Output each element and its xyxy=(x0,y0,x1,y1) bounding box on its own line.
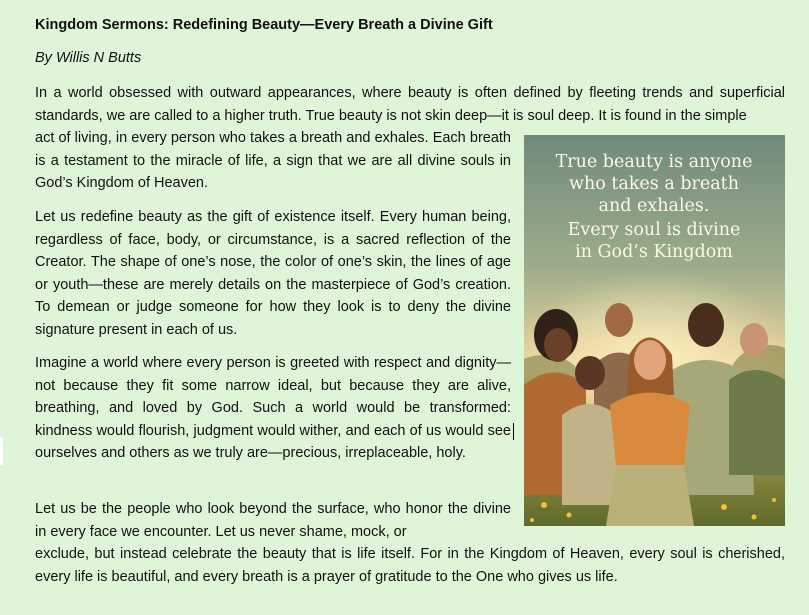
caption-line-1: True beauty is anyone xyxy=(555,152,753,172)
paragraph-1-wide: In a world obsessed with outward appearances, where beauty is often defined by fleeting trends and superficial standards, we are called to a higher truth. True beauty is not skin deep—it is soul deep. It is found in the simple xyxy=(35,85,785,124)
paragraph-4-wide: exclude, but instead celebrate the beauty that is life itself. For in the Kingdom of Heaven, every soul is cherished, every life is beautiful, and every breath is a prayer of gratitude to the One who gives us life. xyxy=(35,546,785,585)
paragraph-2: Let us redefine beauty as the gift of existence itself. Every human being, regardless of face, body, or circumstance, is a sacred reflection of the Creator. The shape of one’s nose, the color of one’s skin, the lines of age or youth—these are merely details on the masterpiece of God’s creation. To demean or judge someone for how they look is to deny the divine signature present in each of us. xyxy=(35,209,511,338)
paragraph-4-narrow: Let us be the people who look beyond the surface, who honor the divine in every face we encounter. Let us never shame, mock, or xyxy=(35,501,511,540)
page-edge-marker xyxy=(0,437,3,465)
caption-line-5: in God’s Kingdom xyxy=(575,242,733,262)
paragraph-1-narrow: act of living, in every person who takes a breath and exhales. Each breath is a testament to the miracle of life, a sign that we are all divine souls in God’s Kingdom of Heaven. xyxy=(35,130,511,191)
text-cursor xyxy=(513,423,514,440)
paragraph-3: Imagine a world where every person is greeted with respect and dignity—not because they fit some narrow ideal, but because they are alive, breathing, and loved by God. Such a world would be transformed: kindness would flourish, judgment would wither, and each of us would see ourselves and others as we truly are—precious, irreplaceable, holy. xyxy=(35,355,511,461)
document-title: Kingdom Sermons: Redefining Beauty—Every Breath a Divine Gift xyxy=(35,17,493,33)
document-byline: By Willis N Butts xyxy=(35,50,142,66)
caption-line-3: and exhales. xyxy=(598,196,710,216)
caption-line-2: who takes a breath xyxy=(569,174,739,194)
caption-line-4: Every soul is divine xyxy=(567,220,741,240)
sermon-illustration[interactable] xyxy=(524,135,785,526)
